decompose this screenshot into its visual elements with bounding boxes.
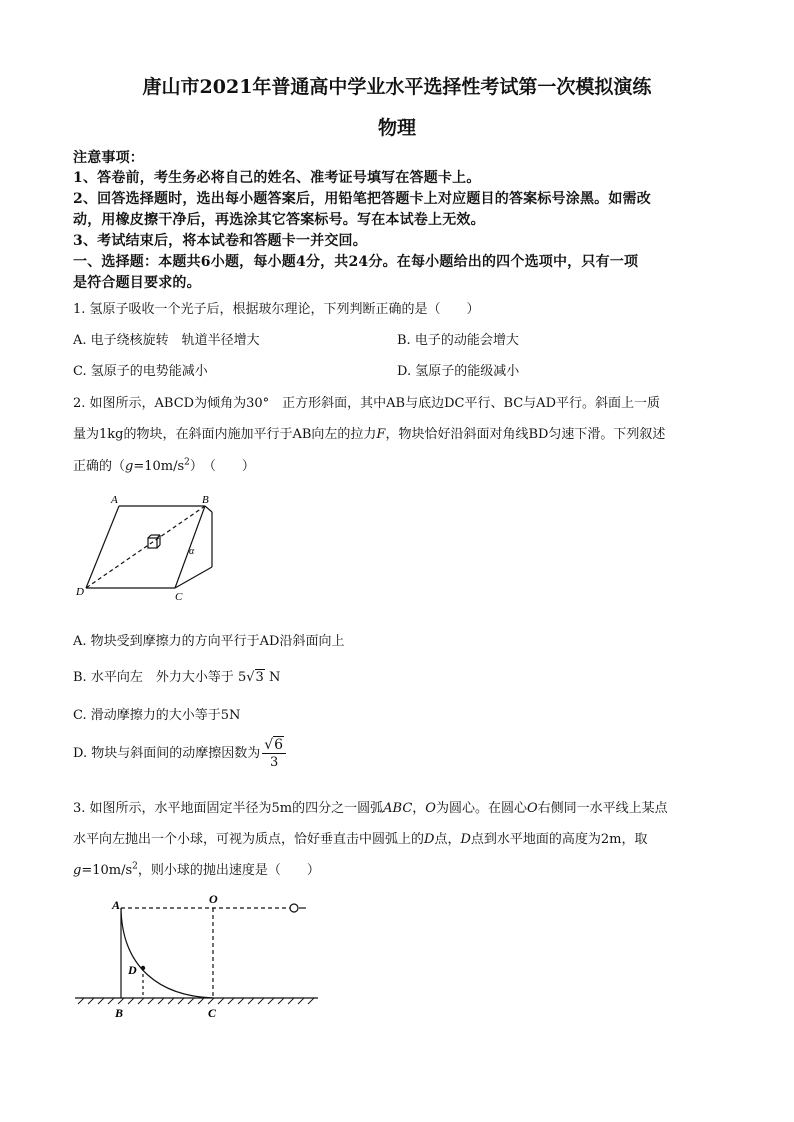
q3-arc-figure <box>70 888 325 1023</box>
q2-fig-label-c: C <box>175 591 183 602</box>
q3-stem-line-3 <box>73 859 320 878</box>
section-heading-line-2: 是符合题目要求的。 <box>73 275 201 291</box>
q2-incline-figure <box>72 490 222 602</box>
q2-stem-line-3 <box>73 455 255 474</box>
q1-stem: 1. 氢原子吸收一个光子后，根据玻尔理论，下列判断正确的是（ ） <box>73 302 480 317</box>
q2-fraction-numerator: √6 <box>262 738 286 754</box>
q2-stem-line-1: 2. 如图所示，ABCD为倾角为30° 正方形斜面，其中AB与底边DC平行、BC与AD平行。斜面上一质 <box>73 396 660 411</box>
q3-point-d: D <box>424 832 435 847</box>
q2-option-c: C. 滑动摩擦力的大小等于5N <box>73 708 241 723</box>
q3-stem-line-2 <box>73 828 648 847</box>
q3-fig-label-c: C <box>208 1006 217 1020</box>
notice-heading: 注意事项： <box>73 150 144 166</box>
subject-title: 物理 <box>377 117 416 139</box>
q2-fig-label-alpha: α <box>189 546 195 557</box>
q2-fig-label-d: D <box>76 586 84 598</box>
q3-g-symbol: g <box>73 863 82 878</box>
q3-fig-label-b: B <box>115 1006 124 1020</box>
q2-option-b-text: B. 水平向左 外力大小等于 5 <box>73 670 247 685</box>
q3-fig-label-d: D <box>128 963 137 977</box>
q2-option-b <box>73 666 280 685</box>
q2-stem-line-3c: ） （ ） <box>189 459 255 474</box>
q1-option-d: D. 氢原子的能级减小 <box>397 364 520 379</box>
exam-title: 唐山市2021年普通高中学业水平选择性考试第一次模拟演练 <box>142 76 652 98</box>
q3-fig-label-o: O <box>209 892 218 906</box>
q3-center-label: O <box>425 801 436 816</box>
q2-fig-label-a: A <box>111 494 118 506</box>
q1-option-c: C. 氢原子的电势能减小 <box>73 364 208 379</box>
q3-center-label-2: O <box>526 801 538 816</box>
q2-sqrt-sign: √ <box>246 670 255 685</box>
q3-arc-label: ABC <box>383 801 413 816</box>
q2-stem-line-3a: 正确的（ <box>73 459 126 474</box>
q2-stem-line-2 <box>73 423 665 442</box>
q3-point-d-2: D <box>460 832 471 847</box>
q3-text-1a: 3. 如图所示，水平地面固定半径为5m的四分之一圆弧 <box>73 801 384 816</box>
q1-option-b: B. 电子的动能会增大 <box>397 333 519 348</box>
q3-text-2e: 点到水平地面的高度为2m，取 <box>470 832 648 847</box>
q2-g-symbol: g <box>125 459 134 474</box>
q3-text-2c: 点， <box>434 832 461 847</box>
q2-option-d-fraction <box>262 738 286 769</box>
q2-fraction-denominator: 3 <box>270 755 279 770</box>
q2-fraction-radicand: 6 <box>274 737 284 753</box>
q3-text-3b: =10m/s <box>81 863 133 878</box>
q2-g-exponent: 2 <box>184 457 190 468</box>
q3-text-3c: ，则小球的抛出速度是（ ） <box>137 863 320 878</box>
q2-stem-line-3b: =10m/s <box>133 459 185 474</box>
q2-option-d <box>73 738 286 769</box>
q2-option-b-radicand: 3 <box>255 670 264 685</box>
q2-force-symbol: F <box>376 427 386 442</box>
q2-option-d-text: D. 物块与斜面间的动摩擦因数为 <box>73 746 261 761</box>
q2-stem-line-2b: ，物块恰好沿斜面对角线BD匀速下滑。下列叙述 <box>385 427 666 442</box>
q2-stem-line-2a: 量为1kg的物块，在斜面内施加平行于AB向左的拉力 <box>73 427 377 442</box>
q2-fig-label-b: B <box>202 494 209 506</box>
q2-option-b-unit: N <box>264 670 281 685</box>
section-heading-line-1: 一、选择题：本题共6小题，每小题4分，共24分。在每小题给出的四个选项中，只有一项 <box>73 254 639 270</box>
notice-item-2-line-1: 2、回答选择题时，选出每小题答案后，用铅笔把答题卡上对应题目的答案标号涂黑。如需改 <box>73 191 651 207</box>
q3-fig-label-a: A <box>112 898 121 912</box>
q3-stem-line-1 <box>73 797 668 816</box>
q3-text-1c: ， <box>412 801 426 816</box>
q1-option-a: A. 电子绕核旋转 轨道半径增大 <box>73 333 260 348</box>
notice-item-1: 1、答卷前，考生务必将自己的姓名、准考证号填写在答题卡上。 <box>73 170 481 186</box>
q2-option-a: A. 物块受到摩擦力的方向平行于AD沿斜面向上 <box>73 634 345 649</box>
q3-g-exponent: 2 <box>132 861 138 872</box>
notice-item-3: 3、考试结束后，将本试卷和答题卡一并交回。 <box>73 233 367 249</box>
notice-item-2-line-2: 动，用橡皮擦干净后，再选涂其它答案标号。写在本试卷上无效。 <box>73 212 485 228</box>
q3-text-2a: 水平向左抛出一个小球，可视为质点，恰好垂直击中圆弧上的 <box>73 832 425 847</box>
q3-text-1g: 右侧同一水平线上某点 <box>537 801 668 816</box>
q3-text-1e: 为圆心。在圆心 <box>435 801 527 816</box>
